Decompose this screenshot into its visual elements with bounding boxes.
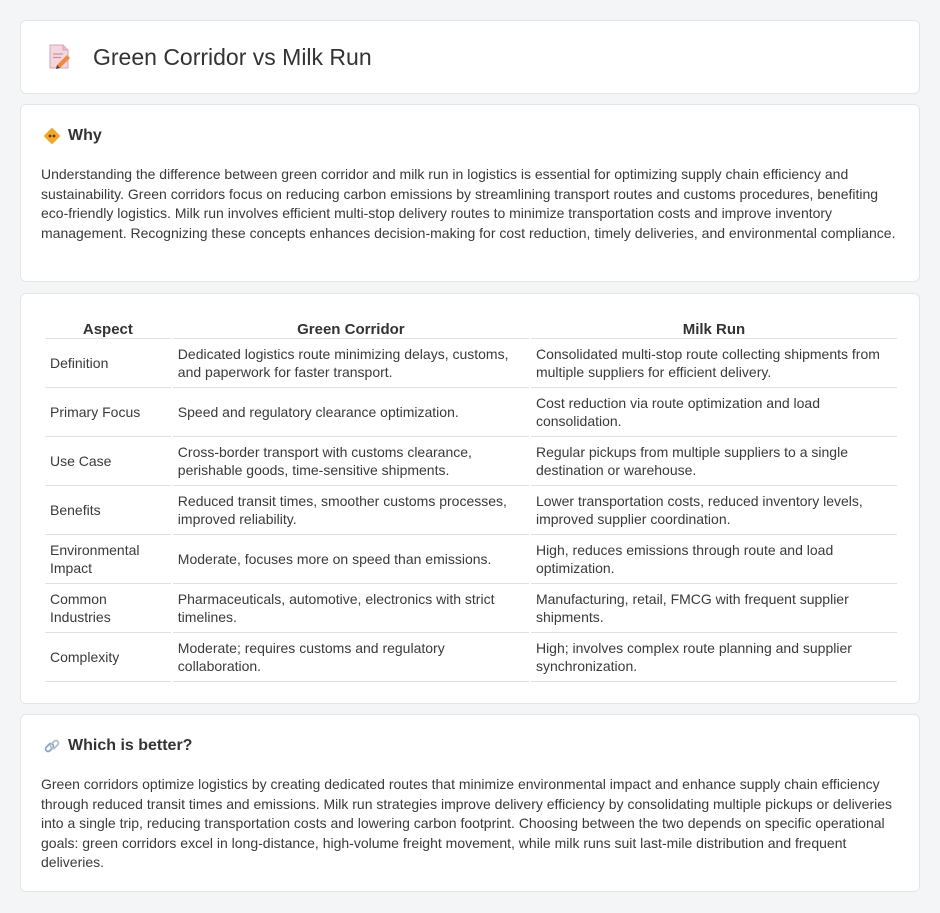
cell-aspect: Complexity: [45, 633, 171, 682]
cell-aspect: Environmental Impact: [45, 535, 171, 584]
comparison-table: [43, 316, 899, 682]
cell-aspect: Use Case: [45, 437, 171, 486]
cell-milk-run: High, reduces emissions through route and load optimization.: [531, 535, 897, 584]
title-card: [20, 20, 920, 94]
table-row: [45, 437, 897, 486]
cell-green-corridor: Cross-border transport with customs clearance, perishable goods, time-sensitive shipments.: [173, 437, 529, 486]
cell-green-corridor: Reduced transit times, smoother customs processes, improved reliability.: [173, 486, 529, 535]
cell-green-corridor: Moderate; requires customs and regulatory collaboration.: [173, 633, 529, 682]
table-row: [45, 339, 897, 388]
why-section: [20, 104, 920, 282]
table-header-row: [45, 316, 897, 339]
cell-aspect: Benefits: [45, 486, 171, 535]
document-pencil-icon: [47, 43, 73, 71]
header-green-corridor: Green Corridor: [173, 316, 529, 339]
cell-green-corridor: Moderate, focuses more on speed than emissions.: [173, 535, 529, 584]
table-row: [45, 388, 897, 437]
table-row: [45, 535, 897, 584]
why-title: Why: [68, 127, 102, 144]
cell-milk-run: Consolidated multi-stop route collecting shipments from multiple suppliers for efficient delivery.: [531, 339, 897, 388]
better-title: Which is better?: [68, 737, 193, 754]
better-header: [43, 737, 192, 755]
table-row: [45, 633, 897, 682]
why-header: [43, 127, 102, 145]
header-milk-run: Milk Run: [531, 316, 897, 339]
why-text: Understanding the difference between green corridor and milk run in logistics is essential for optimizing supply chain efficiency and sustainability. Green corridors focus on reducing carbon emissions by streamlining transport routes and customs procedures, benefiting eco-friendly logistics. Milk run involves efficient multi-stop delivery routes to minimize transportation costs and improve inventory management. Recognizing these concepts enhances decision-making for cost reduction, timely deliveries, and environmental compliance.: [41, 166, 896, 241]
cell-aspect: Common Industries: [45, 584, 171, 633]
cell-milk-run: High; involves complex route planning and supplier synchronization.: [531, 633, 897, 682]
diamond-warning-icon: [43, 127, 61, 145]
cell-green-corridor: Pharmaceuticals, automotive, electronics with strict timelines.: [173, 584, 529, 633]
cell-aspect: Primary Focus: [45, 388, 171, 437]
which-is-better-section: [20, 714, 920, 892]
table-row: [45, 584, 897, 633]
table-row: [45, 486, 897, 535]
header-aspect: Aspect: [45, 316, 171, 339]
cell-aspect: Definition: [45, 339, 171, 388]
cell-green-corridor: Dedicated logistics route minimizing delays, customs, and paperwork for faster transport.: [173, 339, 529, 388]
comparison-section: [20, 293, 920, 704]
cell-milk-run: Lower transportation costs, reduced inventory levels, improved supplier coordination.: [531, 486, 897, 535]
title-row: [47, 43, 372, 71]
cell-milk-run: Regular pickups from multiple suppliers to a single destination or warehouse.: [531, 437, 897, 486]
cell-milk-run: Manufacturing, retail, FMCG with frequent supplier shipments.: [531, 584, 897, 633]
page-title: Green Corridor vs Milk Run: [93, 43, 372, 70]
better-text: Green corridors optimize logistics by creating dedicated routes that minimize environmental impact and enhance supply chain efficiency through reduced transit times and emissions. Milk run strategies improve delivery efficiency by consolidating multiple pickups or deliveries into a single trip, reducing transportation costs and lowering carbon footprint. Choosing between the two depends on specific operational goals: green corridors excel in long-distance, high-volume freight movement, while milk runs suit last-mile distribution and frequent deliveries.: [41, 776, 893, 870]
link-icon: [43, 737, 61, 755]
cell-milk-run: Cost reduction via route optimization and load consolidation.: [531, 388, 897, 437]
cell-green-corridor: Speed and regulatory clearance optimization.: [173, 388, 529, 437]
